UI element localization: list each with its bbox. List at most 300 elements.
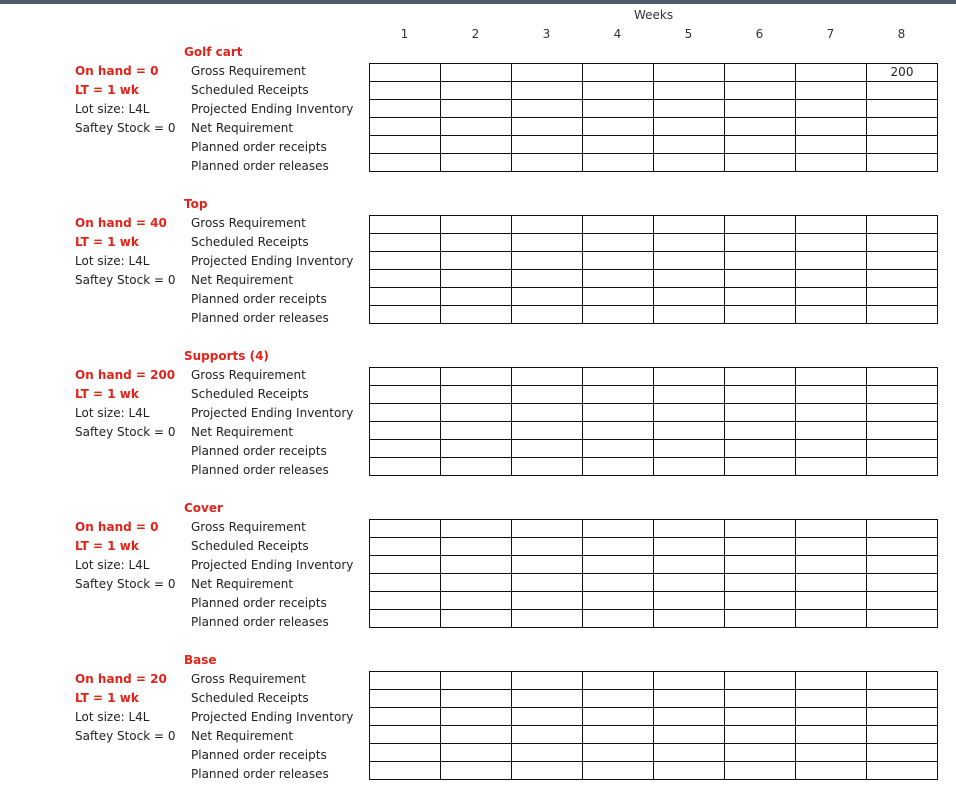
grid-cell[interactable] bbox=[512, 672, 583, 690]
grid-cell[interactable] bbox=[512, 708, 583, 726]
param-lead-time: LT = 1 wk bbox=[75, 235, 139, 249]
grid-cell[interactable] bbox=[583, 216, 654, 234]
grid-cell[interactable] bbox=[867, 672, 938, 690]
grid-row bbox=[370, 404, 938, 422]
grid-cell[interactable] bbox=[583, 556, 654, 574]
grid-cell[interactable] bbox=[654, 136, 725, 154]
grid-cell[interactable] bbox=[725, 422, 796, 440]
grid-cell[interactable] bbox=[867, 440, 938, 458]
grid-cell[interactable] bbox=[441, 458, 512, 476]
grid-cell[interactable] bbox=[512, 440, 583, 458]
grid-cell[interactable] bbox=[512, 690, 583, 708]
grid-cell[interactable] bbox=[583, 440, 654, 458]
grid-cell[interactable] bbox=[725, 118, 796, 136]
grid-cell[interactable] bbox=[867, 708, 938, 726]
grid-cell[interactable] bbox=[441, 556, 512, 574]
row-label: Gross Requirement bbox=[191, 520, 306, 534]
grid-cell[interactable] bbox=[725, 386, 796, 404]
grid-row bbox=[370, 288, 938, 306]
grid-cell[interactable] bbox=[583, 288, 654, 306]
week-label-7: 7 bbox=[826, 27, 835, 41]
grid-cell[interactable]: 200 bbox=[867, 64, 938, 82]
row-label: Projected Ending Inventory bbox=[191, 558, 354, 572]
param-lead-time: LT = 1 wk bbox=[75, 691, 139, 705]
grid-cell[interactable] bbox=[654, 440, 725, 458]
grid-cell[interactable] bbox=[441, 610, 512, 628]
grid-cell[interactable] bbox=[441, 252, 512, 270]
grid-cell[interactable] bbox=[654, 252, 725, 270]
grid-cell[interactable] bbox=[654, 520, 725, 538]
grid-cell[interactable] bbox=[370, 744, 441, 762]
grid-cell[interactable] bbox=[583, 520, 654, 538]
grid-row bbox=[370, 270, 938, 288]
grid-cell[interactable] bbox=[725, 520, 796, 538]
grid-cell[interactable] bbox=[867, 458, 938, 476]
grid-cell[interactable] bbox=[370, 136, 441, 154]
grid-cell[interactable] bbox=[370, 100, 441, 118]
grid-cell[interactable] bbox=[583, 708, 654, 726]
grid-cell[interactable] bbox=[867, 404, 938, 422]
grid-cell[interactable] bbox=[512, 592, 583, 610]
grid-cell[interactable] bbox=[441, 520, 512, 538]
grid-cell[interactable] bbox=[370, 610, 441, 628]
grid-cell[interactable] bbox=[512, 118, 583, 136]
grid-cell[interactable] bbox=[796, 520, 867, 538]
grid-cell[interactable] bbox=[370, 726, 441, 744]
grid-cell[interactable] bbox=[441, 82, 512, 100]
grid-cell[interactable] bbox=[796, 306, 867, 324]
grid-cell[interactable] bbox=[725, 82, 796, 100]
grid-cell[interactable] bbox=[512, 762, 583, 780]
grid-cell[interactable] bbox=[370, 404, 441, 422]
grid-cell[interactable] bbox=[796, 672, 867, 690]
grid-cell[interactable] bbox=[725, 610, 796, 628]
row-label: Planned order receipts bbox=[191, 140, 327, 154]
grid-cell[interactable] bbox=[796, 440, 867, 458]
grid-cell[interactable] bbox=[654, 64, 725, 82]
mrp-grid bbox=[369, 671, 938, 780]
grid-cell[interactable] bbox=[654, 538, 725, 556]
grid-cell[interactable] bbox=[441, 708, 512, 726]
grid-cell[interactable] bbox=[441, 440, 512, 458]
mrp-grid bbox=[369, 367, 938, 476]
grid-cell[interactable] bbox=[654, 100, 725, 118]
grid-row bbox=[370, 708, 938, 726]
grid-cell[interactable] bbox=[796, 82, 867, 100]
grid-cell[interactable] bbox=[583, 538, 654, 556]
grid-cell[interactable] bbox=[867, 118, 938, 136]
grid-cell[interactable] bbox=[441, 64, 512, 82]
grid-cell[interactable] bbox=[796, 422, 867, 440]
grid-cell[interactable] bbox=[654, 386, 725, 404]
grid-cell[interactable] bbox=[796, 458, 867, 476]
grid-cell[interactable] bbox=[867, 154, 938, 172]
grid-cell[interactable] bbox=[583, 82, 654, 100]
grid-cell[interactable] bbox=[583, 386, 654, 404]
row-label: Planned order releases bbox=[191, 463, 329, 477]
week-label-2: 2 bbox=[471, 27, 480, 41]
grid-cell[interactable] bbox=[725, 270, 796, 288]
grid-cell[interactable] bbox=[441, 386, 512, 404]
grid-cell[interactable] bbox=[654, 216, 725, 234]
grid-cell[interactable] bbox=[654, 610, 725, 628]
grid-cell[interactable] bbox=[512, 574, 583, 592]
grid-row bbox=[370, 440, 938, 458]
row-label: Planned order releases bbox=[191, 615, 329, 629]
grid-cell[interactable] bbox=[441, 672, 512, 690]
grid-cell[interactable] bbox=[654, 574, 725, 592]
grid-cell[interactable] bbox=[370, 422, 441, 440]
grid-cell[interactable] bbox=[370, 592, 441, 610]
grid-cell[interactable] bbox=[441, 270, 512, 288]
grid-cell[interactable] bbox=[441, 368, 512, 386]
grid-cell[interactable] bbox=[441, 690, 512, 708]
param-safety-stock: Saftey Stock = 0 bbox=[75, 121, 176, 135]
grid-cell[interactable] bbox=[867, 520, 938, 538]
grid-cell[interactable] bbox=[441, 100, 512, 118]
grid-cell[interactable] bbox=[512, 404, 583, 422]
item-section-5 bbox=[0, 653, 956, 800]
grid-cell[interactable] bbox=[583, 64, 654, 82]
grid-cell[interactable] bbox=[370, 672, 441, 690]
grid-row bbox=[370, 82, 938, 100]
grid-row bbox=[370, 234, 938, 252]
grid-cell[interactable] bbox=[867, 216, 938, 234]
grid-cell[interactable] bbox=[583, 672, 654, 690]
grid-cell[interactable] bbox=[441, 762, 512, 780]
grid-cell[interactable] bbox=[370, 234, 441, 252]
grid-cell[interactable] bbox=[867, 556, 938, 574]
grid-cell[interactable] bbox=[796, 574, 867, 592]
grid-cell[interactable] bbox=[370, 458, 441, 476]
grid-cell[interactable] bbox=[867, 234, 938, 252]
grid-cell[interactable] bbox=[796, 762, 867, 780]
grid-cell[interactable] bbox=[725, 404, 796, 422]
grid-cell[interactable] bbox=[583, 610, 654, 628]
grid-row bbox=[370, 136, 938, 154]
grid-cell[interactable] bbox=[512, 520, 583, 538]
grid-cell[interactable] bbox=[441, 538, 512, 556]
grid-cell[interactable] bbox=[583, 154, 654, 172]
grid-cell[interactable] bbox=[370, 574, 441, 592]
grid-cell[interactable] bbox=[512, 64, 583, 82]
grid-cell[interactable] bbox=[725, 252, 796, 270]
grid-cell[interactable] bbox=[370, 368, 441, 386]
grid-cell[interactable] bbox=[370, 762, 441, 780]
grid-row bbox=[370, 154, 938, 172]
grid-cell[interactable] bbox=[654, 726, 725, 744]
row-label: Planned order receipts bbox=[191, 292, 327, 306]
param-on-hand: On hand = 40 bbox=[75, 216, 167, 230]
grid-row bbox=[370, 64, 938, 82]
grid-cell[interactable] bbox=[654, 270, 725, 288]
grid-cell[interactable] bbox=[370, 288, 441, 306]
row-label: Planned order receipts bbox=[191, 596, 327, 610]
grid-cell[interactable] bbox=[796, 136, 867, 154]
grid-cell[interactable] bbox=[441, 726, 512, 744]
grid-cell[interactable] bbox=[654, 82, 725, 100]
row-label: Net Requirement bbox=[191, 425, 294, 439]
grid-cell[interactable] bbox=[370, 154, 441, 172]
grid-cell[interactable] bbox=[725, 440, 796, 458]
grid-cell[interactable] bbox=[725, 556, 796, 574]
grid-cell[interactable] bbox=[583, 404, 654, 422]
grid-cell[interactable] bbox=[370, 440, 441, 458]
grid-cell[interactable] bbox=[725, 744, 796, 762]
item-section-3 bbox=[0, 349, 956, 501]
grid-row bbox=[370, 574, 938, 592]
grid-cell[interactable] bbox=[867, 288, 938, 306]
grid-cell[interactable] bbox=[725, 100, 796, 118]
grid-cell[interactable] bbox=[583, 306, 654, 324]
grid-cell[interactable] bbox=[512, 216, 583, 234]
grid-cell[interactable] bbox=[370, 708, 441, 726]
grid-cell[interactable] bbox=[370, 82, 441, 100]
grid-cell[interactable] bbox=[512, 100, 583, 118]
grid-cell[interactable] bbox=[654, 690, 725, 708]
grid-cell[interactable] bbox=[796, 100, 867, 118]
grid-cell[interactable] bbox=[583, 592, 654, 610]
grid-cell[interactable] bbox=[654, 306, 725, 324]
grid-cell[interactable] bbox=[512, 726, 583, 744]
grid-cell[interactable] bbox=[583, 726, 654, 744]
grid-cell[interactable] bbox=[512, 270, 583, 288]
grid-cell[interactable] bbox=[512, 234, 583, 252]
grid-cell[interactable] bbox=[654, 288, 725, 306]
grid-cell[interactable] bbox=[370, 538, 441, 556]
grid-cell[interactable] bbox=[441, 422, 512, 440]
grid-cell[interactable] bbox=[583, 690, 654, 708]
grid-cell[interactable] bbox=[441, 216, 512, 234]
item-name: Top bbox=[184, 197, 208, 211]
grid-cell[interactable] bbox=[725, 538, 796, 556]
grid-cell[interactable] bbox=[512, 82, 583, 100]
grid-cell[interactable] bbox=[725, 726, 796, 744]
grid-cell[interactable] bbox=[796, 744, 867, 762]
grid-cell[interactable] bbox=[654, 422, 725, 440]
grid-cell[interactable] bbox=[441, 404, 512, 422]
grid-cell[interactable] bbox=[725, 458, 796, 476]
row-label: Gross Requirement bbox=[191, 672, 306, 686]
grid-cell[interactable] bbox=[441, 574, 512, 592]
grid-cell[interactable] bbox=[796, 556, 867, 574]
grid-cell[interactable] bbox=[796, 592, 867, 610]
grid-cell[interactable] bbox=[725, 136, 796, 154]
row-label: Net Requirement bbox=[191, 577, 294, 591]
grid-cell[interactable] bbox=[867, 368, 938, 386]
grid-cell[interactable] bbox=[441, 306, 512, 324]
grid-cell[interactable] bbox=[796, 234, 867, 252]
grid-cell[interactable] bbox=[725, 368, 796, 386]
grid-cell[interactable] bbox=[725, 154, 796, 172]
grid-cell[interactable] bbox=[583, 252, 654, 270]
grid-cell[interactable] bbox=[867, 574, 938, 592]
grid-cell[interactable] bbox=[370, 118, 441, 136]
item-name: Golf cart bbox=[184, 45, 243, 59]
grid-cell[interactable] bbox=[512, 306, 583, 324]
grid-cell[interactable] bbox=[867, 690, 938, 708]
grid-cell[interactable] bbox=[441, 744, 512, 762]
grid-cell[interactable] bbox=[867, 610, 938, 628]
param-lot-size: Lot size: L4L bbox=[75, 406, 150, 420]
grid-cell[interactable] bbox=[654, 762, 725, 780]
grid-cell[interactable] bbox=[441, 288, 512, 306]
grid-cell[interactable] bbox=[796, 726, 867, 744]
grid-cell[interactable] bbox=[867, 422, 938, 440]
grid-cell[interactable] bbox=[796, 690, 867, 708]
grid-cell[interactable] bbox=[512, 556, 583, 574]
grid-cell[interactable] bbox=[796, 118, 867, 136]
grid-cell[interactable] bbox=[796, 216, 867, 234]
item-section-1 bbox=[0, 45, 956, 197]
grid-cell[interactable] bbox=[654, 404, 725, 422]
grid-cell[interactable] bbox=[725, 672, 796, 690]
grid-cell[interactable] bbox=[441, 136, 512, 154]
grid-cell[interactable] bbox=[725, 574, 796, 592]
grid-cell[interactable] bbox=[654, 234, 725, 252]
param-lot-size: Lot size: L4L bbox=[75, 558, 150, 572]
grid-cell[interactable] bbox=[654, 458, 725, 476]
grid-row bbox=[370, 118, 938, 136]
grid-cell[interactable] bbox=[796, 64, 867, 82]
grid-cell[interactable] bbox=[796, 154, 867, 172]
grid-cell[interactable] bbox=[441, 592, 512, 610]
grid-cell[interactable] bbox=[796, 404, 867, 422]
grid-cell[interactable] bbox=[867, 82, 938, 100]
grid-cell[interactable] bbox=[867, 386, 938, 404]
grid-cell[interactable] bbox=[867, 726, 938, 744]
grid-cell[interactable] bbox=[512, 288, 583, 306]
grid-cell[interactable] bbox=[796, 252, 867, 270]
grid-cell[interactable] bbox=[867, 270, 938, 288]
grid-row bbox=[370, 610, 938, 628]
grid-cell[interactable] bbox=[512, 136, 583, 154]
grid-cell[interactable] bbox=[867, 592, 938, 610]
grid-cell[interactable] bbox=[583, 234, 654, 252]
grid-cell[interactable] bbox=[583, 744, 654, 762]
grid-cell[interactable] bbox=[796, 270, 867, 288]
grid-cell[interactable] bbox=[796, 288, 867, 306]
week-label-1: 1 bbox=[400, 27, 409, 41]
param-safety-stock: Saftey Stock = 0 bbox=[75, 425, 176, 439]
grid-cell[interactable] bbox=[512, 368, 583, 386]
grid-cell[interactable] bbox=[441, 154, 512, 172]
weeks-title: Weeks bbox=[634, 8, 674, 22]
grid-cell[interactable] bbox=[867, 136, 938, 154]
grid-cell[interactable] bbox=[512, 386, 583, 404]
grid-cell[interactable] bbox=[583, 762, 654, 780]
row-label: Scheduled Receipts bbox=[191, 235, 309, 249]
grid-cell[interactable] bbox=[583, 422, 654, 440]
grid-row bbox=[370, 538, 938, 556]
grid-cell[interactable] bbox=[370, 520, 441, 538]
grid-cell[interactable] bbox=[583, 136, 654, 154]
grid-cell[interactable] bbox=[370, 252, 441, 270]
row-label: Planned order releases bbox=[191, 159, 329, 173]
grid-cell[interactable] bbox=[867, 762, 938, 780]
grid-cell[interactable] bbox=[725, 690, 796, 708]
grid-cell[interactable] bbox=[725, 592, 796, 610]
grid-cell[interactable] bbox=[583, 100, 654, 118]
mrp-grid bbox=[369, 215, 938, 324]
grid-cell[interactable] bbox=[654, 118, 725, 136]
grid-cell[interactable] bbox=[867, 252, 938, 270]
grid-cell[interactable] bbox=[796, 386, 867, 404]
grid-cell[interactable] bbox=[796, 610, 867, 628]
grid-cell[interactable] bbox=[583, 368, 654, 386]
grid-row bbox=[370, 386, 938, 404]
grid-cell[interactable] bbox=[796, 368, 867, 386]
grid-cell[interactable] bbox=[725, 762, 796, 780]
grid-cell[interactable] bbox=[725, 306, 796, 324]
grid-cell[interactable] bbox=[441, 234, 512, 252]
grid-cell[interactable] bbox=[370, 306, 441, 324]
row-label: Net Requirement bbox=[191, 729, 294, 743]
item-section-2 bbox=[0, 197, 956, 349]
grid-cell[interactable] bbox=[370, 64, 441, 82]
grid-cell[interactable] bbox=[654, 744, 725, 762]
row-label: Scheduled Receipts bbox=[191, 539, 309, 553]
window-top-bar bbox=[0, 0, 956, 4]
grid-row bbox=[370, 762, 938, 780]
grid-row bbox=[370, 592, 938, 610]
grid-cell[interactable] bbox=[583, 458, 654, 476]
grid-cell[interactable] bbox=[512, 154, 583, 172]
grid-cell[interactable] bbox=[796, 708, 867, 726]
grid-cell[interactable] bbox=[725, 216, 796, 234]
grid-cell[interactable] bbox=[725, 708, 796, 726]
row-label: Scheduled Receipts bbox=[191, 387, 309, 401]
grid-cell[interactable] bbox=[725, 288, 796, 306]
grid-cell[interactable] bbox=[725, 64, 796, 82]
grid-cell[interactable] bbox=[583, 118, 654, 136]
grid-cell[interactable] bbox=[370, 690, 441, 708]
grid-cell[interactable] bbox=[370, 556, 441, 574]
grid-cell[interactable] bbox=[512, 252, 583, 270]
grid-cell[interactable] bbox=[441, 118, 512, 136]
grid-cell[interactable] bbox=[867, 538, 938, 556]
row-label: Gross Requirement bbox=[191, 368, 306, 382]
grid-cell[interactable] bbox=[654, 154, 725, 172]
grid-cell[interactable] bbox=[654, 708, 725, 726]
grid-cell[interactable] bbox=[654, 556, 725, 574]
grid-cell[interactable] bbox=[512, 458, 583, 476]
grid-cell[interactable] bbox=[867, 744, 938, 762]
row-label: Projected Ending Inventory bbox=[191, 254, 354, 268]
grid-cell[interactable] bbox=[370, 270, 441, 288]
grid-cell[interactable] bbox=[654, 592, 725, 610]
grid-cell[interactable] bbox=[512, 744, 583, 762]
grid-cell[interactable] bbox=[583, 270, 654, 288]
grid-cell[interactable] bbox=[512, 610, 583, 628]
row-label: Net Requirement bbox=[191, 273, 294, 287]
grid-row bbox=[370, 306, 938, 324]
grid-cell[interactable] bbox=[370, 386, 441, 404]
grid-cell[interactable] bbox=[370, 216, 441, 234]
grid-cell[interactable] bbox=[654, 672, 725, 690]
grid-cell[interactable] bbox=[583, 574, 654, 592]
item-name: Base bbox=[184, 653, 217, 667]
grid-cell[interactable] bbox=[796, 538, 867, 556]
grid-cell[interactable] bbox=[512, 538, 583, 556]
grid-cell[interactable] bbox=[512, 422, 583, 440]
grid-cell[interactable] bbox=[725, 234, 796, 252]
grid-cell[interactable] bbox=[654, 368, 725, 386]
grid-cell[interactable] bbox=[867, 306, 938, 324]
grid-cell[interactable] bbox=[867, 100, 938, 118]
week-label-5: 5 bbox=[684, 27, 693, 41]
week-label-6: 6 bbox=[755, 27, 764, 41]
